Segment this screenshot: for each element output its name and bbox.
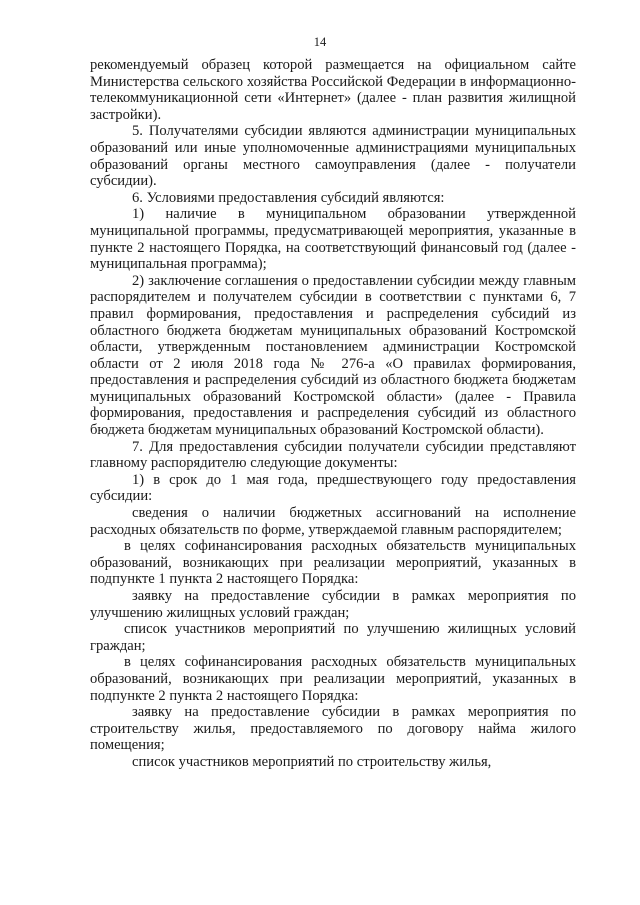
paragraph: в целях софинансирования расходных обязательств муниципальных образований, возникающих при реализации мероприятий, указанных в подпункте 2 пункта 2 настоящего Порядка: [90, 654, 576, 704]
paragraph: рекомендуемый образец которой размещается на официальном сайте Министерства сельского хозяйства Российской Федерации в информационно-телекоммуникационной сети «Интернет» (далее - план развития жилищной застройки). [90, 57, 576, 123]
paragraph: 5. Получателями субсидии являются администрации муниципальных образований или иные уполномоченные администрациями муниципальных образований органы местного самоуправления (далее - получатели субсидии). [90, 123, 576, 190]
paragraph: заявку на предоставление субсидии в рамках мероприятия по улучшению жилищных условий граждан; [90, 588, 576, 621]
paragraph: сведения о наличии бюджетных ассигнований на исполнение расходных обязательств по форме, утверждаемой главным распорядителем; [90, 505, 576, 538]
paragraph: в целях софинансирования расходных обязательств муниципальных образований, возникающих при реализации мероприятий, указанных в подпункте 1 пункта 2 настоящего Порядка: [90, 538, 576, 588]
paragraph: 6. Условиями предоставления субсидий являются: [132, 189, 445, 206]
paragraph: 1) в срок до 1 мая года, предшествующего году предоставления субсидии: [90, 471, 576, 505]
page-number: 14 [313, 35, 327, 49]
document-body [90, 57, 576, 771]
paragraph: 2) заключение соглашения о предоставлении субсидии между главным распорядителем и получателем субсидии в соответствии с пунктами 6, 7 правил формирования, предоставления и распределения субсидий из областного бюджета бюджетам муниципальных образований Костромской области, утвержденным постановлением администрации Костромской области от 2 июля 2018 года № 276-а «О правилах формирования, предоставления и распределения субсидий из областного бюджета бюджетам муниципальных образований Костромской области» (далее - Правила формирования, предоставления и распределения субсидий из областного бюджета бюджетам муниципальных образований Костромской области). [90, 272, 576, 439]
paragraph: 1) наличие в муниципальном образовании утвержденной муниципальной программы, предусматривающей мероприятия, указанные в пункте 2 настоящего Порядка, на соответствующий финансовый год (далее - муниципальная программа); [90, 206, 576, 273]
paragraph: список участников мероприятий по улучшению жилищных условий граждан; [90, 621, 576, 654]
paragraph: 7. Для предоставления субсидии получатели субсидии представляют главному распорядителю следующие документы: [90, 438, 576, 472]
paragraph: список участников мероприятий по строительству жилья, [132, 753, 492, 770]
paragraph: заявку на предоставление субсидии в рамках мероприятия по строительству жилья, предоставляемого по договору найма жилого помещения; [90, 704, 576, 754]
